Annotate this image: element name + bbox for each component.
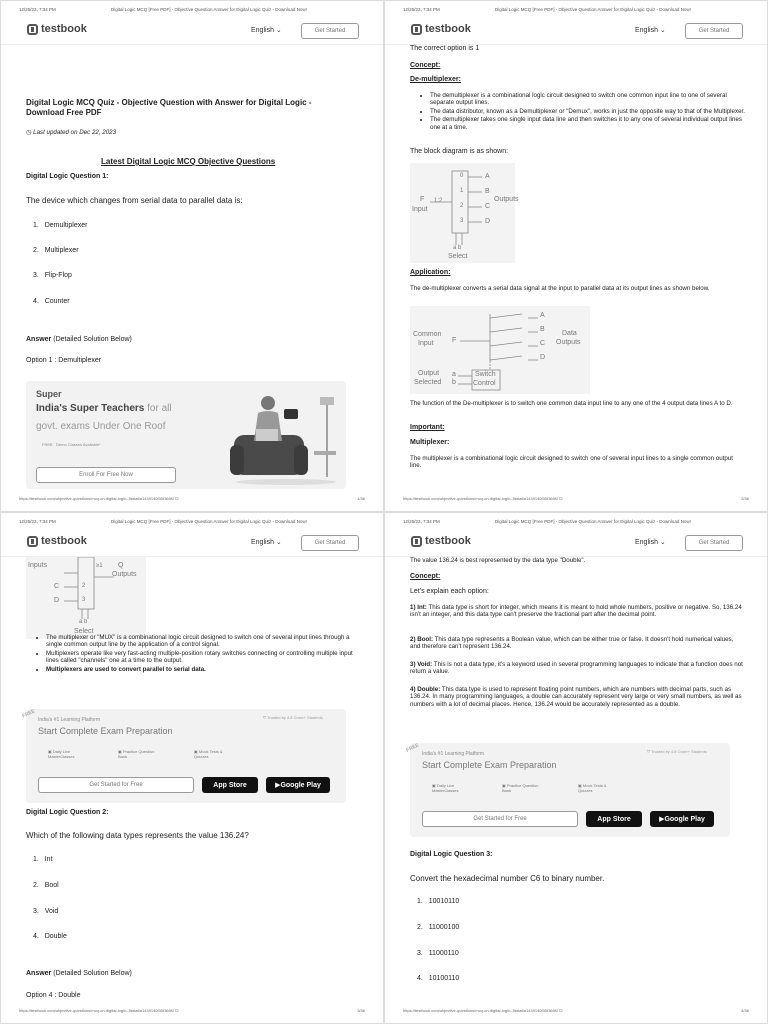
pdf-page-3 xyxy=(0,512,384,1024)
print-header xyxy=(385,513,767,525)
demux-switch-diagram: Common Input F A B C D Data Outputs Output Selected a b Switch Control xyxy=(410,306,590,394)
testbook-logo[interactable]: testbook xyxy=(411,535,471,547)
super-teachers-banner xyxy=(26,381,346,489)
chevron-down-icon: ⌄ xyxy=(659,27,666,34)
print-footer xyxy=(403,1008,749,1013)
option-4[interactable]: 4. 10100110 xyxy=(417,975,460,982)
point-void: 3) Void: This is not a data type, it's a keyword used in several programming languages to indicate that a function does not return a value. xyxy=(410,661,743,676)
print-date: 12/25/23, 7:34 PM xyxy=(403,7,440,12)
mux-diagram-lines xyxy=(26,557,146,639)
google-play-button[interactable]: ▶ Google Play xyxy=(266,777,330,793)
shield-icon: ⛉ xyxy=(647,749,652,754)
language-selector[interactable]: English ⌄ xyxy=(251,27,282,34)
testbook-logo-icon xyxy=(411,24,422,35)
feature-item: ▣ Mock Tests & Quizzes xyxy=(194,749,223,759)
question-label: Digital Logic Question 2: xyxy=(26,809,109,816)
demux-block-diagram: F Input 1:2 0 1 2 3 A B C D Outputs a b Select xyxy=(410,163,515,263)
super-logo: Super xyxy=(36,389,62,399)
site-header xyxy=(1,17,383,45)
trusted-label: ⛉ Trusted by 4.8 Crore+ Students xyxy=(263,715,323,720)
question-text: Convert the hexadecimal number C6 to binary number. xyxy=(410,874,605,883)
exam-prep-banner xyxy=(21,708,346,803)
feature-item: ▣ Daily Live MasterClasses xyxy=(432,783,459,793)
page-number: 4/36 xyxy=(741,1008,749,1013)
page-number: 1/36 xyxy=(357,496,365,501)
question-text: The device which changes from serial data to parallel data is: xyxy=(26,196,243,205)
question-bank-icon: ▣ xyxy=(118,749,123,754)
google-play-button[interactable]: ▶ Google Play xyxy=(650,811,714,827)
demux-heading: De-multiplexer: xyxy=(410,76,461,83)
live-class-icon: ▣ xyxy=(432,783,437,788)
page-number: 2/36 xyxy=(741,496,749,501)
teacher-illustration xyxy=(226,385,342,487)
print-header xyxy=(1,1,383,13)
testbook-logo[interactable]: testbook xyxy=(411,23,471,35)
point-bool: 2) Bool: This data type represents a Boolean value, which can be either true or false. It doesn't hold numerical values, and therefore can't represent 136.24. xyxy=(410,636,734,651)
get-started-button[interactable]: Get Started xyxy=(301,535,359,551)
bullet: • The demultiplexer is a combinational logic circuit designed to switch one common input line to one of several separate output lines. xyxy=(430,92,750,107)
important-heading: Important: xyxy=(410,424,445,431)
point-double: 4) Double: This data type is used to represent floating point numbers, which are numbers with decimal parts, such as 136.24. In many programming languages, a double can accurately represent very large or very small numbers, as well as numbers with a lot of decimal places. Hence, 136.24 would be accurately represented as a double. xyxy=(410,686,742,708)
app-store-button[interactable]: App Store xyxy=(586,811,642,827)
multiplexer-text: The multiplexer is a combinational logic circuit designed to switch one of several input lines to a single common output line. xyxy=(410,455,733,470)
print-title: Digital Logic MCQ [Free PDF] - Objective Question Answer for Digital Logic Quiz - Download Now! xyxy=(111,519,307,524)
option-2[interactable]: 2. Multiplexer xyxy=(33,247,79,254)
platform-label: India's #1 Learning Platform xyxy=(38,717,101,723)
answer-value: Option 1 : Demultiplexer xyxy=(26,357,102,364)
clock-icon: ◷ xyxy=(26,129,34,136)
testbook-logo[interactable]: testbook xyxy=(27,23,87,35)
explain-line: Let's explain each option: xyxy=(410,588,489,595)
play-icon: ▶ xyxy=(275,782,281,789)
bullet: • The demultiplexer takes one single input data line and then switches it to any one of several individual output lines one at a time. xyxy=(430,116,750,131)
multiplexer-heading: Multiplexer: xyxy=(410,439,450,446)
testbook-logo-icon xyxy=(27,536,38,547)
site-header xyxy=(1,529,383,557)
site-header xyxy=(385,529,767,557)
chevron-down-icon: ⌄ xyxy=(275,539,282,546)
question-bank-icon: ▣ xyxy=(502,783,507,788)
option-3[interactable]: 3. Void xyxy=(33,908,59,915)
print-header xyxy=(385,1,767,13)
site-header xyxy=(385,17,767,45)
application-text: The de-multiplexer converts a serial data signal at the input to parallel data at its output lines as shown below. xyxy=(410,285,710,292)
feature-item: ▣ Practice Question Bank xyxy=(118,749,155,759)
bullet: • The multiplexer or "MUX" is a combinational logic circuit designed to switch one of several input lines through a single common output line by the application of a control signal. xyxy=(46,634,356,649)
answer-intro: The value 136.24 is best represented by the data type "Double". xyxy=(410,557,586,564)
print-date: 12/25/23, 7:34 PM xyxy=(19,519,56,524)
play-icon: ▶ xyxy=(659,816,665,823)
option-4[interactable]: 4. Counter xyxy=(33,298,70,305)
get-started-free-button[interactable]: Get Started for Free xyxy=(38,777,194,793)
option-3[interactable]: 3. 11000110 xyxy=(417,950,459,957)
print-date: 12/25/23, 7:34 PM xyxy=(403,519,440,524)
testbook-logo[interactable]: testbook xyxy=(27,535,87,547)
answer-line: Answer (Detailed Solution Below) xyxy=(26,970,132,977)
pdf-page-4 xyxy=(384,512,768,1024)
concept-heading: Concept: xyxy=(410,62,441,69)
trusted-label: ⛉ Trusted by 4.8 Crore+ Students xyxy=(647,749,707,754)
print-footer xyxy=(403,496,749,501)
pdf-page-2 xyxy=(384,0,768,512)
banner-headline: Start Complete Exam Preparation xyxy=(422,760,557,770)
point-int: 1) Int: This data type is short for integer, which means it is meant to hold whole numbers, positive or negative. So, 136.24 isn't an integer, and this data type can't preserve the fractional part after the decimal point. xyxy=(410,604,742,619)
banner-line-2: govt. exams Under One Roof xyxy=(36,421,166,432)
language-selector[interactable]: English ⌄ xyxy=(635,27,666,34)
last-updated: ◷ Last updated on Dec 22, 2023 xyxy=(26,129,117,136)
feature-item: ▣ Practice Question Bank xyxy=(502,783,539,793)
print-title: Digital Logic MCQ [Free PDF] - Objective Question Answer for Digital Logic Quiz - Download Now! xyxy=(111,7,307,12)
feature-item: ▣ Daily Live MasterClasses xyxy=(48,749,75,759)
function-text: The function of the De-multiplexer is to switch one common data input line to any one of the 4 output data lines A to D. xyxy=(410,400,733,407)
section-heading: Latest Digital Logic MCQ Objective Questions xyxy=(101,157,276,166)
bullet: • Multiplexers operate like very fast-acting multiple-position rotary switches connecting or controlling multiple input lines called "channels" one at a time to the output. xyxy=(46,650,356,665)
page-url[interactable]: https://testbook.com/objective-questions/mcq-on-digital-logic--5eea6a1439140f30f369f272 xyxy=(403,496,563,501)
banner-demo: FREE Demo Classes Available* xyxy=(42,442,101,447)
language-selector[interactable]: English ⌄ xyxy=(635,539,666,546)
language-selector[interactable]: English ⌄ xyxy=(251,539,282,546)
app-store-button[interactable]: App Store xyxy=(202,777,258,793)
option-1[interactable]: 1. Demultiplexer xyxy=(33,222,88,229)
option-2[interactable]: 2. Bool xyxy=(33,882,59,889)
option-1[interactable]: 1. 10010110 xyxy=(417,898,460,905)
page-url[interactable]: https://testbook.com/objective-questions/mcq-on-digital-logic--5eea6a1439140f30f369f272 xyxy=(19,1008,179,1013)
platform-label: India's #1 Learning Platform xyxy=(422,751,485,757)
option-1[interactable]: 1. Int xyxy=(33,856,53,863)
answer-value: Option 4 : Double xyxy=(26,992,81,999)
free-tag: FREE xyxy=(405,742,420,754)
banner-line-1: India's Super Teachers for all xyxy=(36,403,172,414)
live-class-icon: ▣ xyxy=(48,749,53,754)
print-header xyxy=(1,513,383,525)
print-title: Digital Logic MCQ [Free PDF] - Objective Question Answer for Digital Logic Quiz - Download Now! xyxy=(495,7,691,12)
page-title: Digital Logic MCQ Quiz - Objective Question with Answer for Digital Logic - Download Free PDF xyxy=(26,98,312,117)
page-number: 3/36 xyxy=(357,1008,365,1013)
feature-item: ▣ Mock Tests & Quizzes xyxy=(578,783,607,793)
banner-headline: Start Complete Exam Preparation xyxy=(38,726,173,736)
concept-heading: Concept: xyxy=(410,573,441,580)
print-footer xyxy=(19,1008,365,1013)
page-url[interactable]: https://testbook.com/objective-questions/mcq-on-digital-logic--5eea6a1439140f30f369f272 xyxy=(19,496,179,501)
demux-bullets xyxy=(410,92,750,132)
answer-line: Answer (Detailed Solution Below) xyxy=(26,336,132,343)
exam-prep-banner xyxy=(405,742,730,837)
bullet: • Multiplexers are used to convert parallel to serial data. xyxy=(46,666,356,673)
question-label: Digital Logic Question 3: xyxy=(410,851,493,858)
bullet: • The data distributor, known as a Demultiplexer or "Demux", works in just the opposite way to that of the Multiplexer. xyxy=(430,108,750,115)
option-4[interactable]: 4. Double xyxy=(33,933,67,940)
shield-icon: ⛉ xyxy=(263,715,268,720)
print-footer xyxy=(19,496,365,501)
mux-block-diagram: Inputs C D 2 3 ≥1 Q Outputs a b Select xyxy=(26,557,146,639)
testbook-logo-icon xyxy=(27,24,38,35)
get-started-button[interactable]: Get Started xyxy=(685,535,743,551)
application-heading: Application: xyxy=(410,269,451,276)
mux-bullets xyxy=(26,634,356,674)
testbook-logo-icon xyxy=(411,536,422,547)
get-started-button[interactable]: Get Started xyxy=(685,23,743,39)
chevron-down-icon: ⌄ xyxy=(659,539,666,546)
get-started-button[interactable]: Get Started xyxy=(301,23,359,39)
mock-test-icon: ▣ xyxy=(194,749,199,754)
option-2[interactable]: 2. 11000100 xyxy=(417,924,460,931)
free-tag: FREE xyxy=(21,708,36,720)
option-3[interactable]: 3. Flip-Flop xyxy=(33,272,72,279)
mock-test-icon: ▣ xyxy=(578,783,583,788)
enroll-button[interactable]: Enroll For Free Now xyxy=(36,467,176,483)
correct-option: The correct option is 1 xyxy=(410,45,480,52)
get-started-free-button[interactable]: Get Started for Free xyxy=(422,811,578,827)
question-text: Which of the following data types represents the value 136.24? xyxy=(26,831,249,840)
print-title: Digital Logic MCQ [Free PDF] - Objective Question Answer for Digital Logic Quiz - Download Now! xyxy=(495,519,691,524)
chevron-down-icon: ⌄ xyxy=(275,27,282,34)
pdf-page-1 xyxy=(0,0,384,512)
question-label: Digital Logic Question 1: xyxy=(26,173,109,180)
page-url[interactable]: https://testbook.com/objective-questions/mcq-on-digital-logic--5eea6a1439140f30f369f272 xyxy=(403,1008,563,1013)
print-date: 12/25/23, 7:34 PM xyxy=(19,7,56,12)
block-diagram-caption: The block diagram is as shown: xyxy=(410,148,509,155)
